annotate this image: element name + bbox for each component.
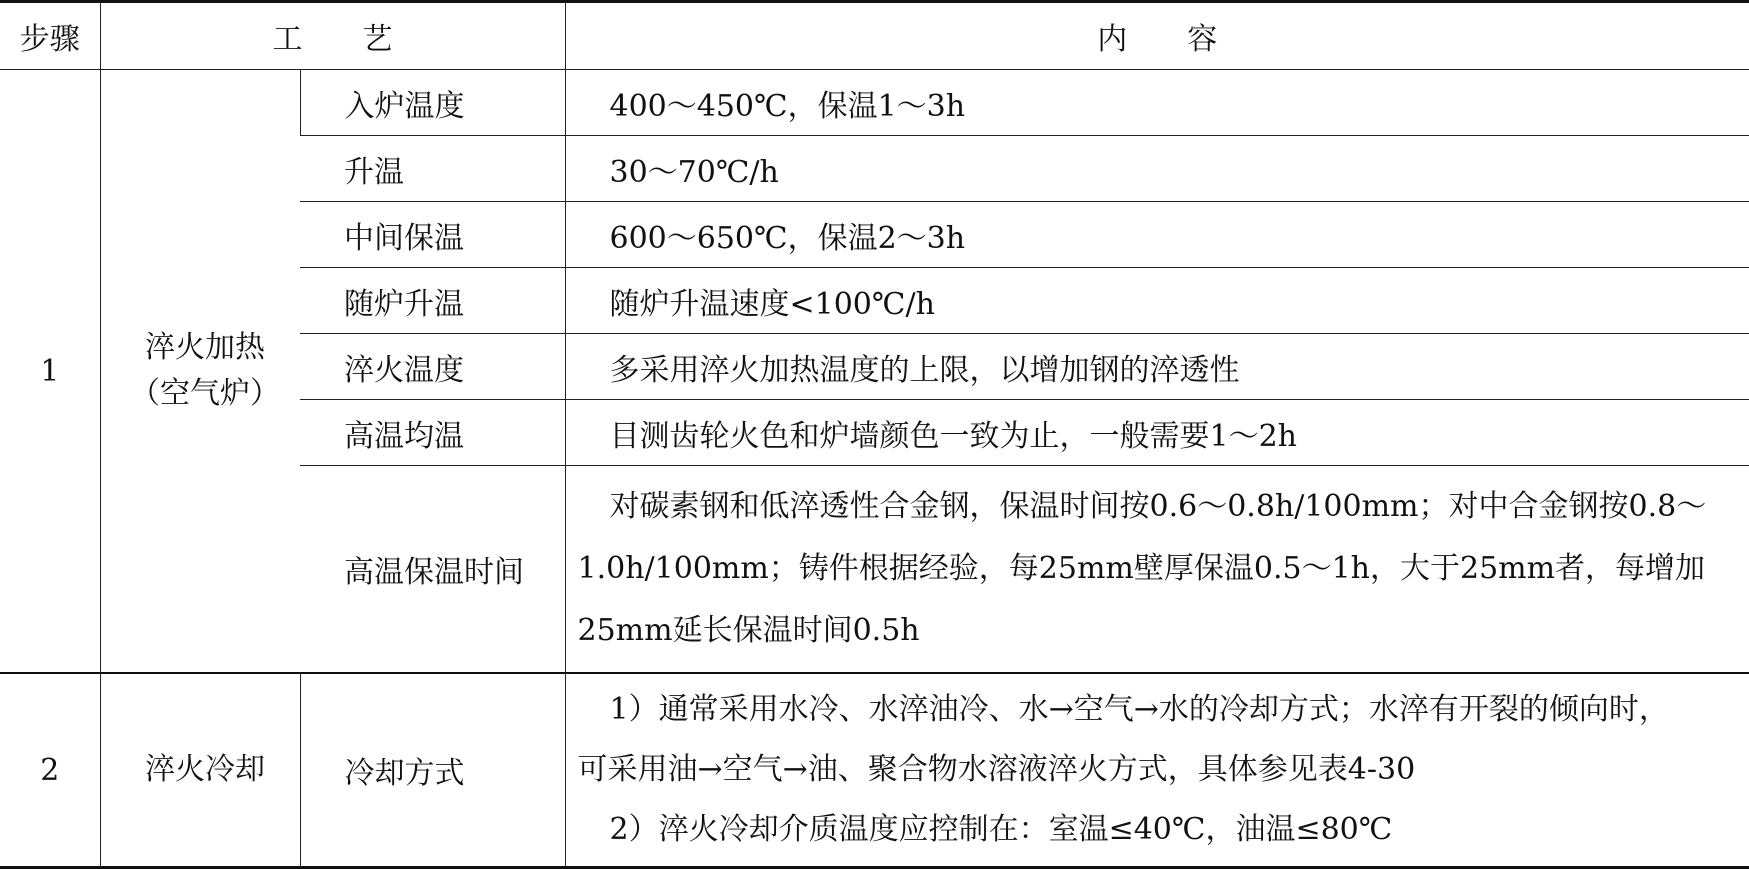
sub-process: 高温均温 (300, 400, 565, 466)
content-line: 2）淬火冷却介质温度应控制在：室温≤40℃，油温≤80℃ (609, 812, 1393, 847)
content-line: 1）通常采用水冷、水淬油冷、水→空气→水的冷却方式；水淬有开裂的倾向时， (609, 692, 1669, 727)
content-cell: 随炉升温速度<100℃/h (565, 268, 1749, 334)
sub-process: 随炉升温 (300, 268, 565, 334)
sub-process: 升温 (300, 136, 565, 202)
content-line: 1.0h/100mm；铸件根据经验，每25mm壁厚保温0.5～1h，大于25mm者，每增加 (577, 551, 1706, 586)
process-sublabel: （空气炉） (130, 376, 280, 411)
content-cell: 400～450℃，保温1～3h (565, 70, 1749, 136)
content-cell: 600～650℃，保温2～3h (565, 202, 1749, 268)
content-cell: 目测齿轮火色和炉墙颜色一致为止，一般需要1～2h (565, 400, 1749, 466)
sub-process: 淬火温度 (300, 334, 565, 400)
header-content: 内 容 (565, 2, 1749, 70)
table-row (0, 70, 1749, 136)
header-process: 工 艺 (100, 2, 565, 70)
sub-process: 入炉温度 (300, 70, 565, 136)
content-line: 对碳素钢和低淬透性合金钢，保温时间按0.6～0.8h/100mm；对中合金钢按0.8～ (609, 489, 1707, 524)
table-header-row (0, 2, 1749, 70)
header-step: 步骤 (0, 2, 100, 70)
content-cell (565, 466, 1749, 674)
process-label: 淬火加热 (145, 330, 265, 365)
step-number: 1 (0, 70, 100, 674)
process-label: 淬火冷却 (100, 673, 300, 868)
content-line: 可采用油→空气→油、聚合物水溶液淬火方式，具体参见表4-30 (577, 752, 1416, 787)
content-cell: 30～70℃/h (565, 136, 1749, 202)
content-cell (565, 673, 1749, 868)
sub-process: 高温保温时间 (300, 466, 565, 674)
sub-process: 冷却方式 (300, 673, 565, 868)
sub-process: 中间保温 (300, 202, 565, 268)
table-row (0, 673, 1749, 868)
process-cell (100, 70, 300, 674)
content-cell: 多采用淬火加热温度的上限，以增加钢的淬透性 (565, 334, 1749, 400)
content-line: 25mm延长保温时间0.5h (577, 613, 920, 648)
step-number: 2 (0, 673, 100, 868)
